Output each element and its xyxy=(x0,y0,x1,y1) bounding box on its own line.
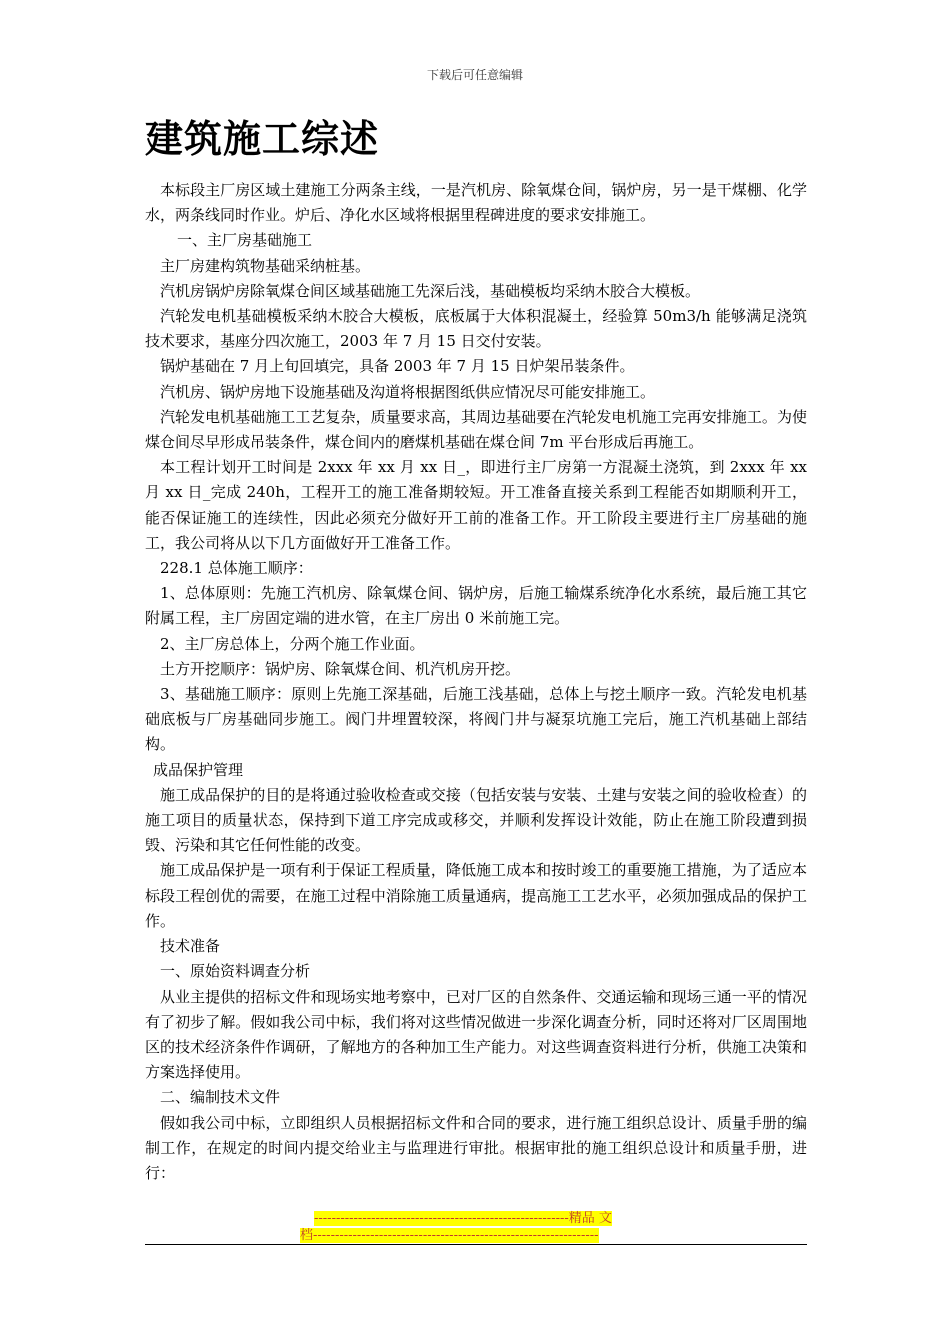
paragraph: 汽轮发电机基础施工工艺复杂，质量要求高，其周边基础要在汽轮发电机施工完再安排施工。为使煤仓间尽早形成吊装条件，煤仓间内的磨煤机基础在煤仓间 7m 平台形成后再施工。 xyxy=(145,407,807,452)
paragraph: 从业主提供的招标文件和现场实地考察中，已对厂区的自然条件、交通运输和现场三通一平的情况有了初步了解。假如我公司中标，我们将对这些情况做进一步深化调查分析，同时还将对厂区周围地区的技术经济条件作调研，了解地方的各种加工生产能力。对这些调查资料进行分析，供施工决策和方案选择使用。 xyxy=(145,987,807,1082)
paragraph: 1、总体原则：先施工汽机房、除氧煤仓间、锅炉房，后施工输煤系统净化水系统，最后施工其它附属工程，主厂房固定端的进水管，在主厂房出 0 米前施工完。 xyxy=(145,584,807,628)
footer-mark-line1: ----------------------------------------------------------精品 文 xyxy=(314,1211,612,1226)
header-note: 下载后可任意编辑 xyxy=(426,68,523,82)
paragraph: 主厂房建构筑物基础采纳桩基。 xyxy=(160,256,371,275)
paragraph: 2、主厂房总体上，分两个施工作业面。 xyxy=(160,634,425,653)
paragraph: 汽轮发电机基础模板采纳木胶合大模板，底板属于大体积混凝土，经验算 50m3/h 能够满足浇筑技术要求，基座分四次施工，2003 年 7 月 15 日交付安装。 xyxy=(145,307,807,351)
paragraph: 本标段主厂房区域土建施工分两条主线，一是汽机房、除氧煤仓间，锅炉房，另一是干煤棚、化学水，两条线同时作业。炉后、净化水区域将根据里程碑进度的要求安排施工。 xyxy=(145,181,807,225)
paragraph: 228.1 总体施工顺序： xyxy=(160,559,313,578)
paragraph: 假如我公司中标，立即组织人员根据招标文件和合同的要求，进行施工组织总设计、质量手册的编制工作，在规定的时间内提交给业主与监理进行审批。根据审批的施工组织总设计和质量手册，进行： xyxy=(145,1113,807,1182)
paragraph: 技术准备 xyxy=(160,937,221,956)
paragraph: 一、原始资料调查分析 xyxy=(160,962,311,981)
paragraph: 锅炉基础在 7 月上旬回填完，具备 2003 年 7 月 15 日炉架吊装条件。 xyxy=(160,357,635,376)
paragraph: 本工程计划开工时间是 2xxx 年 xx 月 xx 日_，即进行主厂房第一方混凝土浇筑，到 2xxx 年 xx 月 xx 日_完成 240h，工程开工的施工准备期较短。开工准备直接关系到工程能否如期顺利开工，能否保证施工的连续性，因此必须充分做好开工前的准备工作。开工阶段主要进行主厂房基础的施工，我公司将从以下几方面做好开工准备工作。 xyxy=(145,458,807,552)
paragraph: 施工成品保护的目的是将通过验收检查或交接（包括安装与安装、土建与安装之间的验收检查）的施工项目的质量状态，保持到下道工序完成或移交，并顺利发挥设计效能，防止在施工阶段遭到损毁、污染和其它任何性能的改变。 xyxy=(145,785,807,855)
footer-mark-line2: 档----------------------------------------------------------------- xyxy=(300,1228,599,1243)
paragraph: 土方开挖顺序：锅炉房、除氧煤仓间、机汽机房开挖。 xyxy=(160,659,521,678)
paragraph: 汽机房、锅炉房地下设施基础及沟道将根据图纸供应情况尽可能安排施工。 xyxy=(160,382,656,401)
document-body xyxy=(145,178,807,1186)
footer-divider xyxy=(145,1244,807,1245)
paragraph: 成品保护管理 xyxy=(153,760,244,779)
paragraph: 3、基础施工顺序：原则上先施工深基础，后施工浅基础，总体上与挖土顺序一致。汽轮发电机基础底板与厂房基础同步施工。阀门井埋置较深，将阀门井与凝泵坑施工完后，施工汽机基础上部结构。 xyxy=(145,685,807,754)
paragraph: 二、编制技术文件 xyxy=(160,1088,281,1107)
paragraph: 一、主厂房基础施工 xyxy=(177,231,313,250)
document-title: 建筑施工综述 xyxy=(145,117,380,161)
paragraph: 施工成品保护是一项有利于保证工程质量，降低施工成本和按时竣工的重要施工措施，为了适应本标段工程创优的需要，在施工过程中消除施工质量通病，提高施工工艺水平，必须加强成品的保护工作。 xyxy=(145,861,807,930)
paragraph: 汽机房锅炉房除氧煤仓间区域基础施工先深后浅，基础模板均采纳木胶合大模板。 xyxy=(160,281,701,300)
footer-watermark xyxy=(300,1210,650,1244)
